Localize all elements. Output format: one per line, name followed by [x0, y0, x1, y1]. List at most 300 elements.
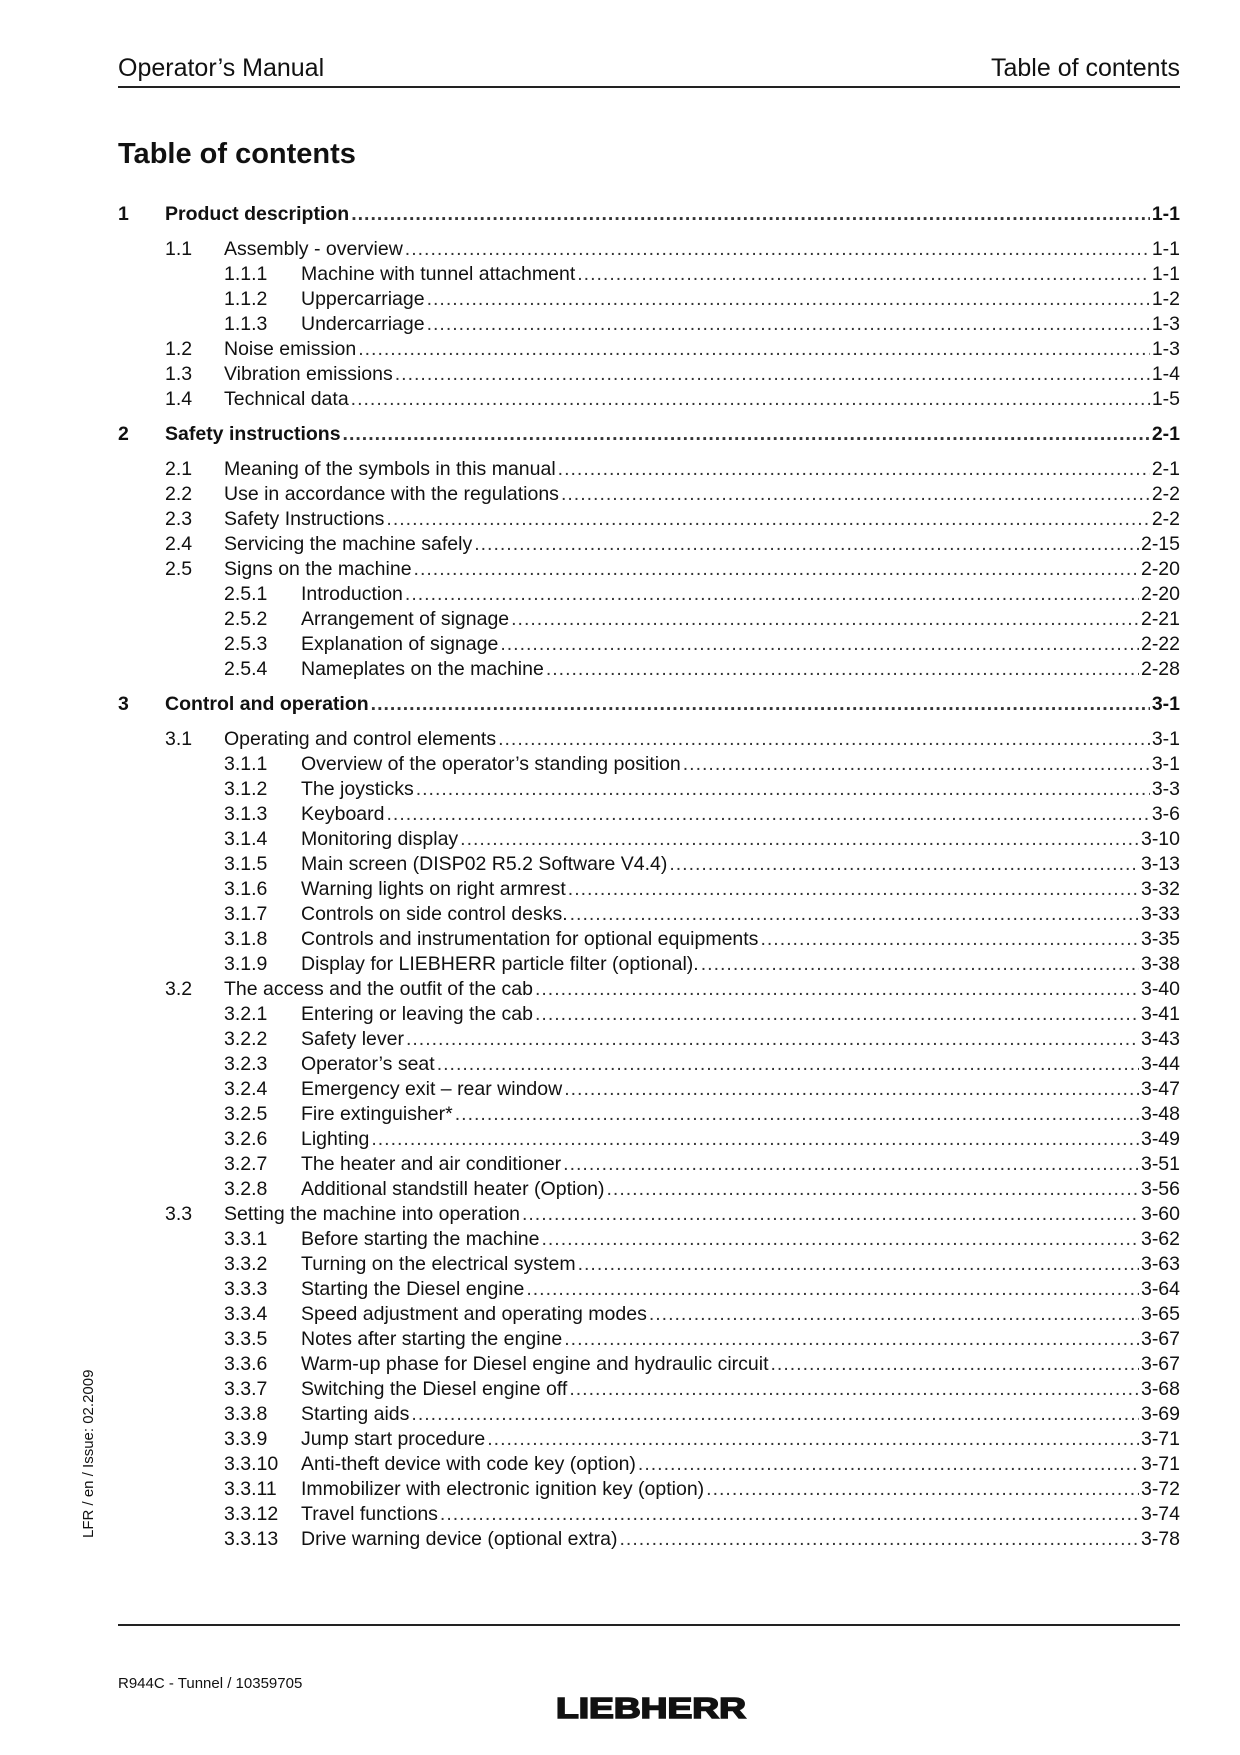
toc-entry-number: 2.5.2 [224, 608, 268, 630]
toc-entry-1-2[interactable] [118, 337, 1180, 362]
dot-leader [570, 902, 1139, 927]
toc-entry-title: Speed adjustment and operating modes [301, 1303, 647, 1325]
toc-entry-line [224, 362, 1180, 387]
toc-entry-page: 3-48 [1140, 1103, 1180, 1125]
toc-entry-title: Display for LIEBHERR particle filter (optional). [301, 953, 699, 975]
toc-entry-page: 3-35 [1140, 928, 1180, 950]
toc-entry-line [301, 1127, 1180, 1152]
dot-leader [371, 692, 1150, 717]
toc-entry-title: The access and the outfit of the cab [224, 978, 533, 1000]
dot-leader [522, 1202, 1139, 1227]
toc-entry-title: Noise emission [224, 338, 357, 360]
toc-entry-line [301, 1427, 1180, 1452]
toc-entry-title: Overview of the operator’s standing position [301, 753, 681, 775]
dot-leader [701, 952, 1139, 977]
toc-entry-title: Operator’s seat [301, 1053, 435, 1075]
toc-entry-number: 3.3.1 [224, 1228, 268, 1250]
toc-entry-3-3-7[interactable] [118, 1377, 1180, 1402]
toc-entry-number: 2.3 [165, 508, 193, 530]
toc-entry-page: 2-20 [1140, 558, 1180, 580]
dot-leader [649, 1302, 1139, 1327]
toc-entry-page: 3-1 [1151, 753, 1180, 775]
toc-entry-title: Setting the machine into operation [224, 1203, 520, 1225]
toc-entry-number: 2 [118, 423, 129, 445]
toc-entry-title: Fire extinguisher* [301, 1103, 453, 1125]
dot-leader [437, 1052, 1139, 1077]
toc-entry-number: 2.5 [165, 558, 193, 580]
toc-entry-3-2-6[interactable] [118, 1127, 1180, 1152]
toc-entry-3-2-8[interactable] [118, 1177, 1180, 1202]
toc-entry-3-1-2[interactable] [118, 777, 1180, 802]
toc-entry-page: 1-1 [1151, 263, 1180, 285]
toc-entry-1-1[interactable] [118, 237, 1180, 262]
logo-wordmark: LIEBHERR [556, 1693, 747, 1721]
toc-entry-page: 3-13 [1140, 853, 1180, 875]
toc-entry-1-4[interactable] [118, 387, 1180, 412]
toc-entry-number: 3.2.8 [224, 1178, 268, 1200]
toc-entry-title: Safety lever [301, 1028, 404, 1050]
toc-entry-number: 3.1.8 [224, 928, 268, 950]
toc-entry-3-1-1[interactable] [118, 752, 1180, 777]
toc-entry-title: Vibration emissions [224, 363, 393, 385]
header-manual-name: Operator’s Manual [118, 54, 325, 82]
toc-entry-page: 3-3 [1151, 778, 1180, 800]
toc-entry-page: 3-60 [1140, 1203, 1180, 1225]
toc-entry-line [224, 1202, 1180, 1227]
toc-entry-line [301, 1477, 1180, 1502]
toc-entry-title: Turning on the electrical system [301, 1253, 576, 1275]
toc-entry-number: 3.1.3 [224, 803, 268, 825]
toc-entry-3-3-3[interactable] [118, 1277, 1180, 1302]
toc-entry-line [224, 727, 1180, 752]
dot-leader [411, 1402, 1139, 1427]
toc-entry-3-1-6[interactable] [118, 877, 1180, 902]
toc-entry-page: 2-2 [1151, 508, 1180, 530]
toc-entry-title: Machine with tunnel attachment [301, 263, 576, 285]
page-title: Table of contents [118, 138, 356, 170]
toc-entry-number: 1.1.3 [224, 313, 268, 335]
dot-leader [343, 422, 1150, 447]
toc-entry-title: Switching the Diesel engine off [301, 1378, 568, 1400]
toc-entry-page: 3-41 [1140, 1003, 1180, 1025]
toc-entry-line [301, 1027, 1180, 1052]
toc-entry-number: 3.1.2 [224, 778, 268, 800]
toc-entry-2-4[interactable] [118, 532, 1180, 557]
dot-leader [706, 1477, 1139, 1502]
dot-leader [578, 1252, 1139, 1277]
toc-entry-page: 2-20 [1140, 583, 1180, 605]
toc-entry-page: 1-4 [1151, 363, 1180, 385]
toc-entry-title: The joysticks [301, 778, 414, 800]
dot-leader [498, 727, 1150, 752]
toc-entry-title: Signs on the machine [224, 558, 412, 580]
footer-rule [118, 1624, 1180, 1626]
toc-entry-line [301, 607, 1180, 632]
toc-entry-3-3-11[interactable] [118, 1477, 1180, 1502]
dot-leader [511, 607, 1139, 632]
toc-entry-title: Lighting [301, 1128, 370, 1150]
toc-entry-3-1-5[interactable] [118, 852, 1180, 877]
toc-entry-title: Keyboard [301, 803, 385, 825]
toc-entry-number: 3.2.6 [224, 1128, 268, 1150]
toc-entry-number: 1 [118, 203, 129, 225]
toc-entry-page: 3-32 [1140, 878, 1180, 900]
dot-leader [619, 1527, 1138, 1552]
toc-entry-number: 3.3.3 [224, 1278, 268, 1300]
toc-entry-3-2[interactable] [118, 977, 1180, 1002]
toc-entry-line [301, 1252, 1180, 1277]
toc-entry-number: 2.4 [165, 533, 193, 555]
toc-entry-line [301, 852, 1180, 877]
toc-entry-line [165, 422, 1180, 447]
toc-entry-3-2-1[interactable] [118, 1002, 1180, 1027]
toc-entry-line [165, 202, 1180, 227]
toc-entry-3[interactable] [118, 692, 1180, 717]
toc-entry-line [301, 1502, 1180, 1527]
toc-entry-line [301, 287, 1180, 312]
toc-entry-number: 3.3.12 [224, 1503, 279, 1525]
toc-entry-title: Explanation of signage [301, 633, 499, 655]
toc-entry-number: 3.1.5 [224, 853, 268, 875]
toc-entry-title: Warning lights on right armrest [301, 878, 566, 900]
toc-entry-number: 1.1.2 [224, 288, 268, 310]
dot-leader [487, 1427, 1139, 1452]
toc-entry-title: Servicing the machine safely [224, 533, 473, 555]
toc-entry-line [301, 1102, 1180, 1127]
toc-entry-page: 3-74 [1140, 1503, 1180, 1525]
toc-entry-number: 2.5.4 [224, 658, 268, 680]
toc-entry-1[interactable] [118, 202, 1180, 227]
toc-entry-line [301, 1177, 1180, 1202]
toc-entry-title: Meaning of the symbols in this manual [224, 458, 556, 480]
dot-leader [386, 802, 1149, 827]
toc-entry-1-1-3[interactable] [118, 312, 1180, 337]
toc-entry-number: 3.1.9 [224, 953, 268, 975]
toc-entry-number: 3.1.1 [224, 753, 268, 775]
toc-entry-title: Anti-theft device with code key (option) [301, 1453, 636, 1475]
toc-entry-title: Starting aids [301, 1403, 410, 1425]
toc-entry-title: Assembly - overview [224, 238, 403, 260]
dot-leader [386, 507, 1149, 532]
toc-entry-number: 3.2 [165, 978, 193, 1000]
toc-entry-3-1-4[interactable] [118, 827, 1180, 852]
toc-entry-title: Additional standstill heater (Option) [301, 1178, 605, 1200]
toc-entry-line [301, 262, 1180, 287]
toc-entry-3-1-8[interactable] [118, 927, 1180, 952]
toc-entry-2[interactable] [118, 422, 1180, 447]
toc-entry-title: The heater and air conditioner [301, 1153, 562, 1175]
toc-entry-page: 3-71 [1140, 1428, 1180, 1450]
toc-entry-2-5[interactable] [118, 557, 1180, 582]
toc-entry-number: 3.2.4 [224, 1078, 268, 1100]
toc-entry-line [301, 1352, 1180, 1377]
toc-entry-number: 2.1 [165, 458, 193, 480]
toc-entry-line [301, 777, 1180, 802]
toc-entry-2-2[interactable] [118, 482, 1180, 507]
dot-leader [771, 1352, 1139, 1377]
toc-entry-3-1-9[interactable] [118, 952, 1180, 977]
toc-entry-title: Controls on side control desks. [301, 903, 568, 925]
dot-leader [405, 237, 1150, 262]
toc-entry-title: Monitoring display [301, 828, 459, 850]
dot-leader [358, 337, 1150, 362]
toc-entry-3-3-6[interactable] [118, 1352, 1180, 1377]
toc-entry-number: 3.3 [165, 1203, 193, 1225]
toc-entry-line [301, 1527, 1180, 1552]
toc-entry-number: 3.2.5 [224, 1103, 268, 1125]
toc-entry-2-5-4[interactable] [118, 657, 1180, 682]
dot-leader [427, 312, 1150, 337]
toc-entry-title: Main screen (DISP02 R5.2 Software V4.4) [301, 853, 668, 875]
dot-leader [405, 582, 1139, 607]
toc-entry-3-1-7[interactable] [118, 902, 1180, 927]
toc-entry-1-1-2[interactable] [118, 287, 1180, 312]
toc-entry-1-3[interactable] [118, 362, 1180, 387]
toc-entry-3-3-2[interactable] [118, 1252, 1180, 1277]
dot-leader [607, 1177, 1139, 1202]
toc-entry-3-3[interactable] [118, 1202, 1180, 1227]
toc-entry-number: 3.3.9 [224, 1428, 268, 1450]
toc-entry-title: Immobilizer with electronic ignition key (option) [301, 1478, 705, 1500]
toc-entry-3-3-9[interactable] [118, 1427, 1180, 1452]
toc-entry-3-3-10[interactable] [118, 1452, 1180, 1477]
toc-entry-page: 3-1 [1151, 728, 1180, 750]
toc-entry-line [301, 902, 1180, 927]
toc-entry-line [301, 632, 1180, 657]
toc-entry-3-3-1[interactable] [118, 1227, 1180, 1252]
toc-entry-line [224, 507, 1180, 532]
dot-leader [561, 482, 1150, 507]
dot-leader [546, 657, 1139, 682]
toc-entry-page: 3-40 [1140, 978, 1180, 1000]
toc-entry-line [301, 1077, 1180, 1102]
toc-entry-line [301, 1152, 1180, 1177]
footer-document-id: R944C - Tunnel / 10359705 [118, 1675, 303, 1692]
toc-entry-page: 3-33 [1140, 903, 1180, 925]
toc-entry-line [224, 237, 1180, 262]
toc-entry-page: 3-78 [1140, 1528, 1180, 1550]
toc-entry-page: 3-10 [1140, 828, 1180, 850]
toc-entry-line [301, 927, 1180, 952]
dot-leader [535, 1002, 1139, 1027]
toc-entry-line [165, 692, 1180, 717]
toc-entry-line [301, 952, 1180, 977]
toc-entry-2-5-2[interactable] [118, 607, 1180, 632]
toc-entry-line [224, 482, 1180, 507]
toc-entry-number: 1.4 [165, 388, 193, 410]
toc-entry-page: 2-2 [1151, 483, 1180, 505]
toc-entry-line [301, 802, 1180, 827]
toc-entry-3-2-7[interactable] [118, 1152, 1180, 1177]
toc-entry-number: 3.1 [165, 728, 193, 750]
toc-entry-number: 3.2.1 [224, 1003, 268, 1025]
dot-leader [500, 632, 1139, 657]
toc-entry-number: 3.1.4 [224, 828, 268, 850]
toc-entry-number: 3.3.5 [224, 1328, 268, 1350]
toc-entry-title: Drive warning device (optional extra) [301, 1528, 618, 1550]
toc-entry-title: Introduction [301, 583, 403, 605]
toc-entry-number: 2.5.1 [224, 583, 268, 605]
liebherr-logo [553, 1693, 749, 1721]
toc-entry-line [301, 1227, 1180, 1252]
toc-entry-line [301, 1452, 1180, 1477]
toc-entry-title: Entering or leaving the cab [301, 1003, 533, 1025]
toc-entry-title: Starting the Diesel engine [301, 1278, 525, 1300]
toc-entry-title: Warm-up phase for Diesel engine and hydraulic circuit [301, 1353, 769, 1375]
dot-leader [395, 362, 1150, 387]
dot-leader [541, 1227, 1139, 1252]
toc-entry-number: 1.2 [165, 338, 193, 360]
toc-entry-line [301, 1002, 1180, 1027]
toc-entry-page: 3-65 [1140, 1303, 1180, 1325]
toc-entry-page: 1-3 [1151, 338, 1180, 360]
toc-entry-number: 3.3.11 [224, 1478, 277, 1500]
toc-entry-number: 3.3.13 [224, 1528, 279, 1550]
toc-entry-page: 1-1 [1151, 238, 1180, 260]
toc-entry-number: 3.2.2 [224, 1028, 268, 1050]
toc-entry-line [301, 1302, 1180, 1327]
toc-entry-title: Travel functions [301, 1503, 438, 1525]
toc-entry-3-2-5[interactable] [118, 1102, 1180, 1127]
toc-entry-page: 2-28 [1140, 658, 1180, 680]
toc-entry-page: 2-1 [1151, 423, 1180, 445]
toc-entry-title: Control and operation [165, 693, 369, 715]
toc-entry-title: Uppercarriage [301, 288, 425, 310]
dot-leader [440, 1502, 1139, 1527]
toc-entry-page: 2-1 [1151, 458, 1180, 480]
toc-entry-title: Nameplates on the machine [301, 658, 544, 680]
toc-entry-title: Safety instructions [165, 423, 341, 445]
dot-leader [564, 1077, 1139, 1102]
toc-entry-line [301, 657, 1180, 682]
dot-leader [568, 877, 1139, 902]
toc-entry-page: 3-43 [1140, 1028, 1180, 1050]
toc-entry-3-3-12[interactable] [118, 1502, 1180, 1527]
toc-entry-number: 3.3.10 [224, 1453, 279, 1475]
toc-entry-3-2-2[interactable] [118, 1027, 1180, 1052]
toc-entry-3-1-3[interactable] [118, 802, 1180, 827]
toc-entry-page: 1-5 [1151, 388, 1180, 410]
toc-entry-line [301, 877, 1180, 902]
toc-entry-title: Arrangement of signage [301, 608, 510, 630]
toc-entry-title: Notes after starting the engine [301, 1328, 563, 1350]
dot-leader [569, 1377, 1139, 1402]
toc-entry-page: 3-51 [1140, 1153, 1180, 1175]
toc-entry-line [301, 1402, 1180, 1427]
toc-entry-3-3-13[interactable] [118, 1527, 1180, 1552]
toc-entry-page: 3-56 [1140, 1178, 1180, 1200]
dot-leader [474, 532, 1139, 557]
toc-entry-title: Use in accordance with the regulations [224, 483, 559, 505]
toc-entry-line [301, 752, 1180, 777]
dot-leader [406, 1027, 1139, 1052]
toc-entry-page: 3-38 [1140, 953, 1180, 975]
header-section-name: Table of contents [990, 54, 1180, 82]
dot-leader [427, 287, 1150, 312]
toc-entry-page: 3-62 [1140, 1228, 1180, 1250]
toc-entry-number: 3 [118, 693, 129, 715]
toc-entry-page: 3-1 [1151, 693, 1180, 715]
toc-entry-page: 3-69 [1140, 1403, 1180, 1425]
toc-entry-page: 2-21 [1140, 608, 1180, 630]
toc-entry-page: 3-71 [1140, 1453, 1180, 1475]
toc-entry-page: 3-68 [1140, 1378, 1180, 1400]
toc-entry-page: 3-67 [1140, 1328, 1180, 1350]
toc-entry-line [224, 457, 1180, 482]
toc-entry-3-2-4[interactable] [118, 1077, 1180, 1102]
dot-leader [558, 457, 1150, 482]
toc-entry-title: Controls and instrumentation for optional equipments [301, 928, 759, 950]
toc-entry-page: 2-22 [1140, 633, 1180, 655]
toc-entry-page: 3-67 [1140, 1353, 1180, 1375]
dot-leader [526, 1277, 1139, 1302]
toc-entry-page: 3-63 [1140, 1253, 1180, 1275]
toc-entry-number: 1.3 [165, 363, 193, 385]
toc-entry-number: 3.3.6 [224, 1353, 268, 1375]
dot-leader [351, 202, 1150, 227]
toc-entry-2-1[interactable] [118, 457, 1180, 482]
toc-entry-page: 3-47 [1140, 1078, 1180, 1100]
toc-entry-page: 3-6 [1151, 803, 1180, 825]
toc-entry-number: 3.1.6 [224, 878, 268, 900]
toc-entry-2-5-3[interactable] [118, 632, 1180, 657]
issue-note: LFR / en / Issue: 02.2009 [80, 1369, 97, 1538]
dot-leader [460, 827, 1139, 852]
toc-entry-line [301, 827, 1180, 852]
toc-entry-3-1[interactable] [118, 727, 1180, 752]
toc-entry-page: 1-1 [1151, 203, 1180, 225]
toc-entry-3-3-4[interactable] [118, 1302, 1180, 1327]
toc-entry-line [224, 387, 1180, 412]
toc-entry-line [224, 532, 1180, 557]
toc-entry-number: 3.3.7 [224, 1378, 268, 1400]
toc-entry-title: Jump start procedure [301, 1428, 486, 1450]
toc-entry-2-5-1[interactable] [118, 582, 1180, 607]
dot-leader [414, 557, 1139, 582]
toc-entry-title: Product description [165, 203, 350, 225]
toc-entry-number: 1.1.1 [224, 263, 268, 285]
dot-leader [371, 1127, 1139, 1152]
toc-entry-title: Undercarriage [301, 313, 425, 335]
toc-entry-3-3-8[interactable] [118, 1402, 1180, 1427]
toc-entry-1-1-1[interactable] [118, 262, 1180, 287]
running-header [118, 50, 1180, 88]
dot-leader [577, 262, 1150, 287]
toc-entry-number: 3.2.7 [224, 1153, 268, 1175]
toc-entry-page: 2-15 [1140, 533, 1180, 555]
toc-entry-number: 2.2 [165, 483, 193, 505]
dot-leader [638, 1452, 1139, 1477]
toc-entry-number: 3.2.3 [224, 1053, 268, 1075]
toc-entry-3-2-3[interactable] [118, 1052, 1180, 1077]
toc-entry-page: 1-3 [1151, 313, 1180, 335]
toc-entry-page: 1-2 [1151, 288, 1180, 310]
toc-entry-2-3[interactable] [118, 507, 1180, 532]
toc-entry-line [224, 557, 1180, 582]
toc-entry-title: Operating and control elements [224, 728, 497, 750]
toc-entry-3-3-5[interactable] [118, 1327, 1180, 1352]
dot-leader [351, 387, 1150, 412]
toc-entry-number: 3.3.2 [224, 1253, 268, 1275]
dot-leader [683, 752, 1150, 777]
dot-leader [535, 977, 1139, 1002]
toc-entry-line [301, 582, 1180, 607]
toc-entry-line [301, 1052, 1180, 1077]
dot-leader [416, 777, 1150, 802]
dot-leader [563, 1152, 1139, 1177]
toc-entry-line [301, 1327, 1180, 1352]
toc-entry-number: 3.1.7 [224, 903, 268, 925]
